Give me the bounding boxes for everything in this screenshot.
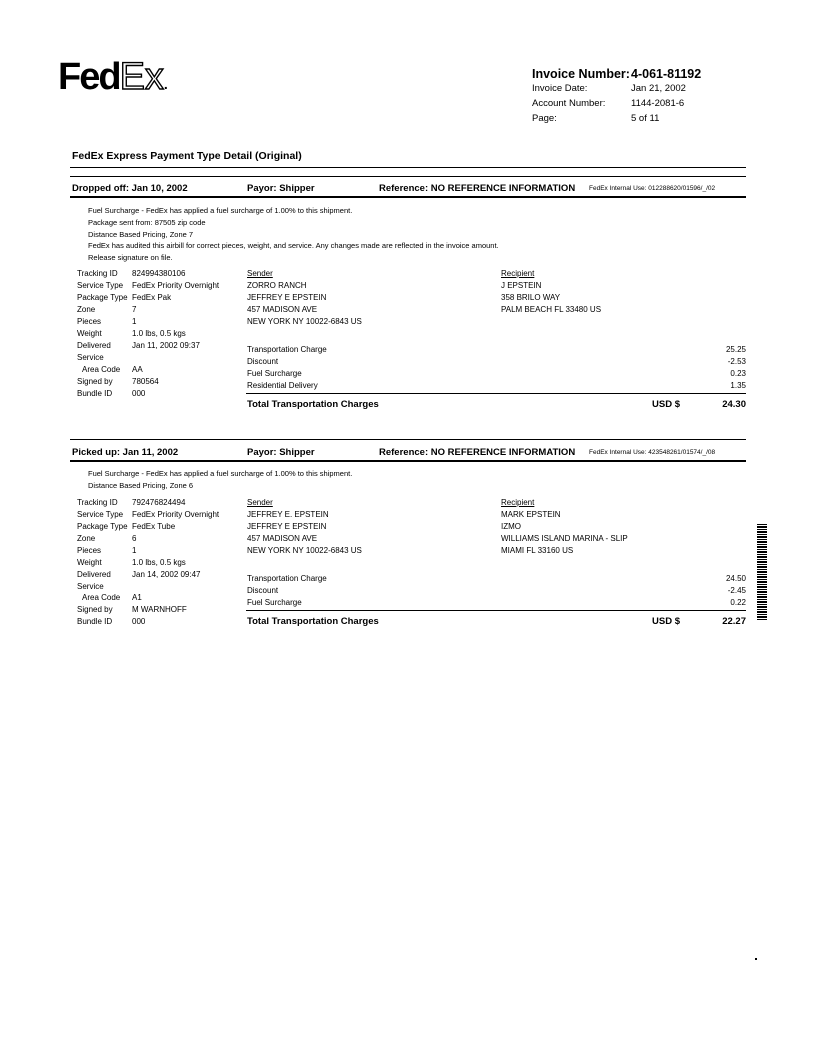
total-label: Total Transportation Charges [247, 399, 379, 410]
sender-line: JEFFREY E EPSTEIN [247, 293, 327, 302]
service-type: FedEx Priority Overnight [132, 281, 220, 290]
pieces: 1 [132, 546, 137, 555]
charge-label: Transportation Charge [247, 345, 327, 354]
sender-heading: Sender [247, 269, 273, 278]
total-amount: 22.27 [722, 616, 746, 627]
page-label: Page: [532, 113, 557, 124]
signed-by-label: Signed by [77, 377, 113, 386]
weight: 1.0 lbs, 0.5 kgs [132, 329, 186, 338]
weight-label: Weight [77, 329, 102, 338]
charge-amount: 24.50 [725, 574, 746, 583]
account-number-label: Account Number: [532, 98, 606, 109]
service-type-label: Service Type [77, 281, 124, 290]
divider [70, 167, 746, 168]
sender-line: JEFFREY E EPSTEIN [247, 522, 327, 531]
recipient-line: WILLIAMS ISLAND MARINA - SLIP [501, 534, 628, 543]
recipient-line: MIAMI FL 33160 US [501, 546, 574, 555]
invoice-date-label: Invoice Date: [532, 83, 588, 94]
charge-amount: 0.23 [730, 369, 746, 378]
shipment-note: Release signature on file. [88, 253, 173, 262]
charge-amount: -2.45 [727, 586, 746, 595]
barcode [757, 524, 767, 620]
sender-line: JEFFREY E. EPSTEIN [247, 510, 329, 519]
sender-heading: Sender [247, 498, 273, 507]
internal-use: FedEx Internal Use: 012288620/01596/_/02 [589, 185, 716, 192]
charge-amount: 25.25 [725, 345, 746, 354]
sender-line: ZORRO RANCH [247, 281, 307, 290]
zone-label: Zone [77, 305, 96, 314]
delivered: Jan 11, 2002 09:37 [132, 341, 200, 350]
package-type-label: Package Type [77, 522, 128, 531]
sender-line: 457 MADISON AVE [247, 534, 318, 543]
section-title: FedEx Express Payment Type Detail (Original) [72, 150, 302, 162]
account-number: 1144-2081-6 [631, 98, 685, 109]
area-code: A1 [132, 593, 142, 602]
bundle-id-label: Bundle ID [77, 617, 113, 626]
shipment-date: Picked up: Jan 11, 2002 [72, 447, 179, 458]
invoice-number-label: Invoice Number: [532, 67, 630, 81]
tracking-id: 824994380106 [132, 269, 186, 278]
recipient-line: IZMO [501, 522, 521, 531]
page-mark [755, 958, 757, 960]
service-type: FedEx Priority Overnight [132, 510, 220, 519]
signed-by-label: Signed by [77, 605, 113, 614]
recipient-line: 358 BRILO WAY [501, 293, 561, 302]
sender-line: NEW YORK NY 10022-6843 US [247, 317, 362, 326]
weight: 1.0 lbs, 0.5 kgs [132, 558, 186, 567]
signed-by: 780564 [132, 377, 159, 386]
shipment-note: Package sent from: 87505 zip code [88, 218, 206, 227]
shipment-note: Distance Based Pricing, Zone 7 [88, 230, 194, 239]
shipment-note: Fuel Surcharge - FedEx has applied a fuel surcharge of 1.00% to this shipment. [88, 206, 353, 215]
tracking-id-label: Tracking ID [77, 269, 118, 278]
total-amount: 24.30 [722, 399, 746, 410]
shipment-note: Distance Based Pricing, Zone 6 [88, 481, 194, 490]
delivered-label: Delivered [77, 570, 111, 579]
shipment-payor: Payor: Shipper [247, 183, 315, 194]
fedex-logo: FedEx. [58, 56, 166, 98]
shipment-note: Fuel Surcharge - FedEx has applied a fuel surcharge of 1.00% to this shipment. [88, 469, 353, 478]
charge-label: Fuel Surcharge [247, 598, 302, 607]
shipment-reference: Reference: NO REFERENCE INFORMATION [379, 183, 576, 194]
pieces-label: Pieces [77, 546, 102, 555]
total-label: Total Transportation Charges [247, 616, 379, 627]
internal-use: FedEx Internal Use: 423548261/01574/_/08 [589, 449, 716, 456]
pieces-label: Pieces [77, 317, 102, 326]
bundle-id-label: Bundle ID [77, 389, 113, 398]
signed-by: M WARNHOFF [132, 605, 187, 614]
charge-label: Fuel Surcharge [247, 369, 302, 378]
charge-amount: -2.53 [727, 357, 746, 366]
pieces: 1 [132, 317, 137, 326]
service-label: Service [77, 582, 104, 591]
recipient-heading: Recipient [501, 269, 535, 278]
divider [246, 393, 746, 394]
charge-label: Transportation Charge [247, 574, 327, 583]
recipient-line: PALM BEACH FL 33480 US [501, 305, 602, 314]
sender-line: NEW YORK NY 10022-6843 US [247, 546, 362, 555]
recipient-line: J EPSTEIN [501, 281, 542, 290]
delivered-label: Delivered [77, 341, 111, 350]
bundle-id: 000 [132, 617, 146, 626]
divider [70, 460, 746, 462]
charge-label: Discount [247, 357, 279, 366]
charge-label: Residential Delivery [247, 381, 318, 390]
page-number: 5 of 11 [631, 113, 660, 124]
recipient-heading: Recipient [501, 498, 535, 507]
shipment-date: Dropped off: Jan 10, 2002 [72, 183, 188, 194]
shipment-payor: Payor: Shipper [247, 447, 315, 458]
recipient-line: MARK EPSTEIN [501, 510, 561, 519]
area-code: AA [132, 365, 143, 374]
charge-amount: 0.22 [730, 598, 746, 607]
package-type-label: Package Type [77, 293, 128, 302]
area-code-label: Area Code [82, 365, 121, 374]
delivered: Jan 14, 2002 09:47 [132, 570, 201, 579]
charge-label: Discount [247, 586, 279, 595]
divider [70, 196, 746, 198]
service-type-label: Service Type [77, 510, 124, 519]
currency: USD $ [652, 399, 680, 410]
area-code-label: Area Code [82, 593, 121, 602]
charge-amount: 1.35 [730, 381, 746, 390]
zone: 7 [132, 305, 137, 314]
shipment-note: FedEx has audited this airbill for correct pieces, weight, and service. Any changes made are reflected in the invoice amount. [88, 241, 499, 250]
divider [70, 439, 746, 440]
package-type: FedEx Pak [132, 293, 172, 302]
shipment-reference: Reference: NO REFERENCE INFORMATION [379, 447, 576, 458]
weight-label: Weight [77, 558, 102, 567]
zone: 6 [132, 534, 137, 543]
service-label: Service [77, 353, 104, 362]
invoice-number: 4-061-81192 [631, 67, 702, 81]
package-type: FedEx Tube [132, 522, 176, 531]
divider [246, 610, 746, 611]
invoice-date: Jan 21, 2002 [631, 83, 686, 94]
tracking-id-label: Tracking ID [77, 498, 118, 507]
currency: USD $ [652, 616, 680, 627]
zone-label: Zone [77, 534, 96, 543]
tracking-id: 792476824494 [132, 498, 186, 507]
divider [70, 176, 746, 177]
sender-line: 457 MADISON AVE [247, 305, 318, 314]
bundle-id: 000 [132, 389, 146, 398]
